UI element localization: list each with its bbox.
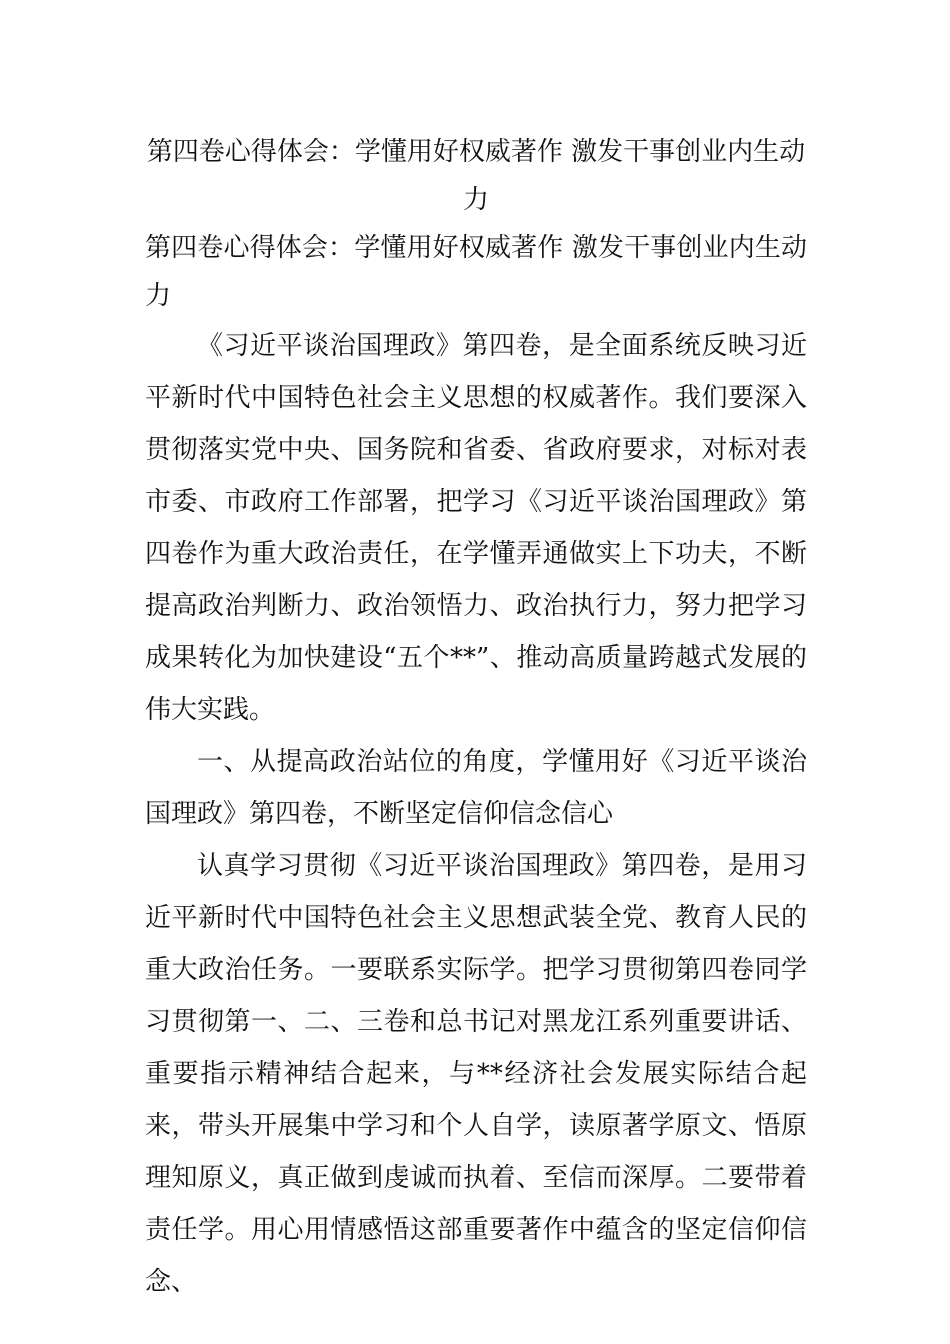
- paragraph-intro: 《习近平谈治国理政》第四卷，是全面系统反映习近平新时代中国特色社会主义思想的权威著作。我们要深入贯彻落实党中央、国务院和省委、省政府要求，对标对表市委、市政府工作部署，把学习《习近平谈治国理政》第四卷作为重大政治责任，在学懂弄通做实上下功夫，不断提高政治判断力、政治领悟力、政治执行力，努力把学习成果转化为加快建设“五个**”、推动高质量跨越式发展的伟大实践。: [145, 331, 807, 725]
- document-title: 第四卷心得体会：学懂用好权威著作 激发干事创业内生动力: [146, 137, 806, 215]
- document-subtitle: 第四卷心得体会：学懂用好权威著作 激发干事创业内生动力: [145, 233, 807, 311]
- section-heading-1: 一、从提高政治站位的角度，学懂用好《习近平谈治国理政》第四卷，不断坚定信仰信念信心: [145, 747, 807, 829]
- paragraph-section-1: 认真学习贯彻《习近平谈治国理政》第四卷，是用习近平新时代中国特色社会主义思想武装全党、教育人民的重大政治任务。一要联系实际学。把学习贯彻第四卷同学习贯彻第一、二、三卷和总书记对黑龙江系列重要讲话、重要指示精神结合起来，与**经济社会发展实际结合起来，带头开展集中学习和个人自学，读原著学原文、悟原理知原义，真正做到虔诚而执着、至信而深厚。二要带着责任学。用心用情感悟这部重要著作中蕴含的坚定信仰信念、: [145, 851, 807, 1297]
- document-body: [145, 128, 807, 1308]
